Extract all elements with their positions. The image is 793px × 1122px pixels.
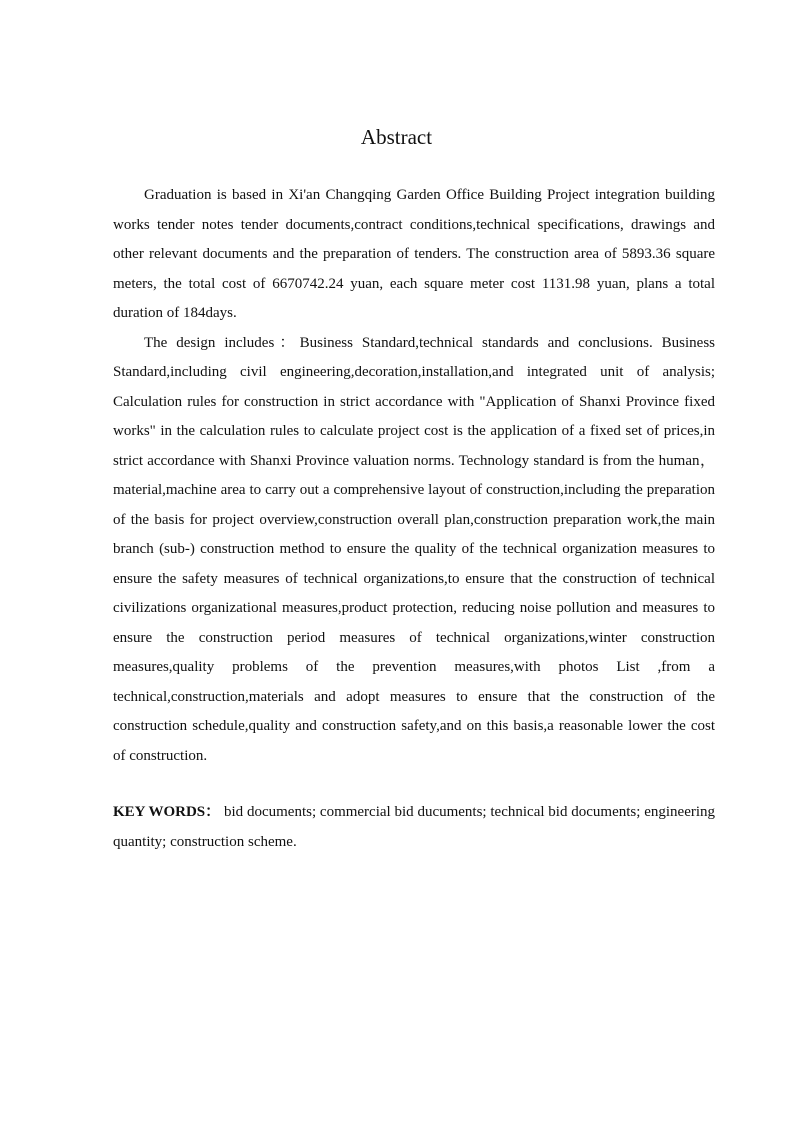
abstract-paragraph-2: The design includes：Business Standard,technical standards and conclusions. Business Standard,including civil engineering,decoration,installation,and integrated unit of analysis; Calculation rules for construction in strict accordance with "Application of Shanxi Province fixed works" in the calculation rules to calculate project cost is the application of a fixed set of prices,in strict accordance with Shanxi Province valuation norms. Technology standard is from the human， material,machine area to carry out a comprehensive layout of construction,including the preparation of the basis for project overview,construction overall plan,construction preparation work,the main branch (sub-) construction method to ensure the quality of the technical organization measures to ensure the safety measures of technical organizations,to ensure that the construction of technical civilizations organizational measures,product protection, reducing noise pollution and measures to ensure the construction period measures of technical organizations,winter construction measures,quality problems of the prevention measures,with photos List ,from a technical,construction,materials and adopt measures to ensure that the construction of the construction schedule,quality and construction safety,and on this basis,a reasonable lower the cost of construction. bbox=[113, 334, 715, 764]
keywords-label: KEY WORDS： bbox=[113, 804, 221, 820]
abstract-paragraph-1: Graduation is based in Xi'an Changqing Garden Office Building Project integration building works tender notes tender documents,contract conditions,technical specifications, drawings and other relevant documents and the preparation of tenders. The construction area of 5893.36 square meters, the total cost of 6670742.24 yuan, each square meter cost 1131.98 yuan, plans a total duration of 184days. bbox=[113, 187, 715, 321]
abstract-body bbox=[113, 181, 715, 771]
keywords-line bbox=[113, 798, 715, 857]
keywords-text: bid documents; commercial bid ducuments; technical bid documents; engineering quantity; construction scheme. bbox=[113, 804, 716, 850]
page-title: Abstract bbox=[360, 125, 433, 149]
